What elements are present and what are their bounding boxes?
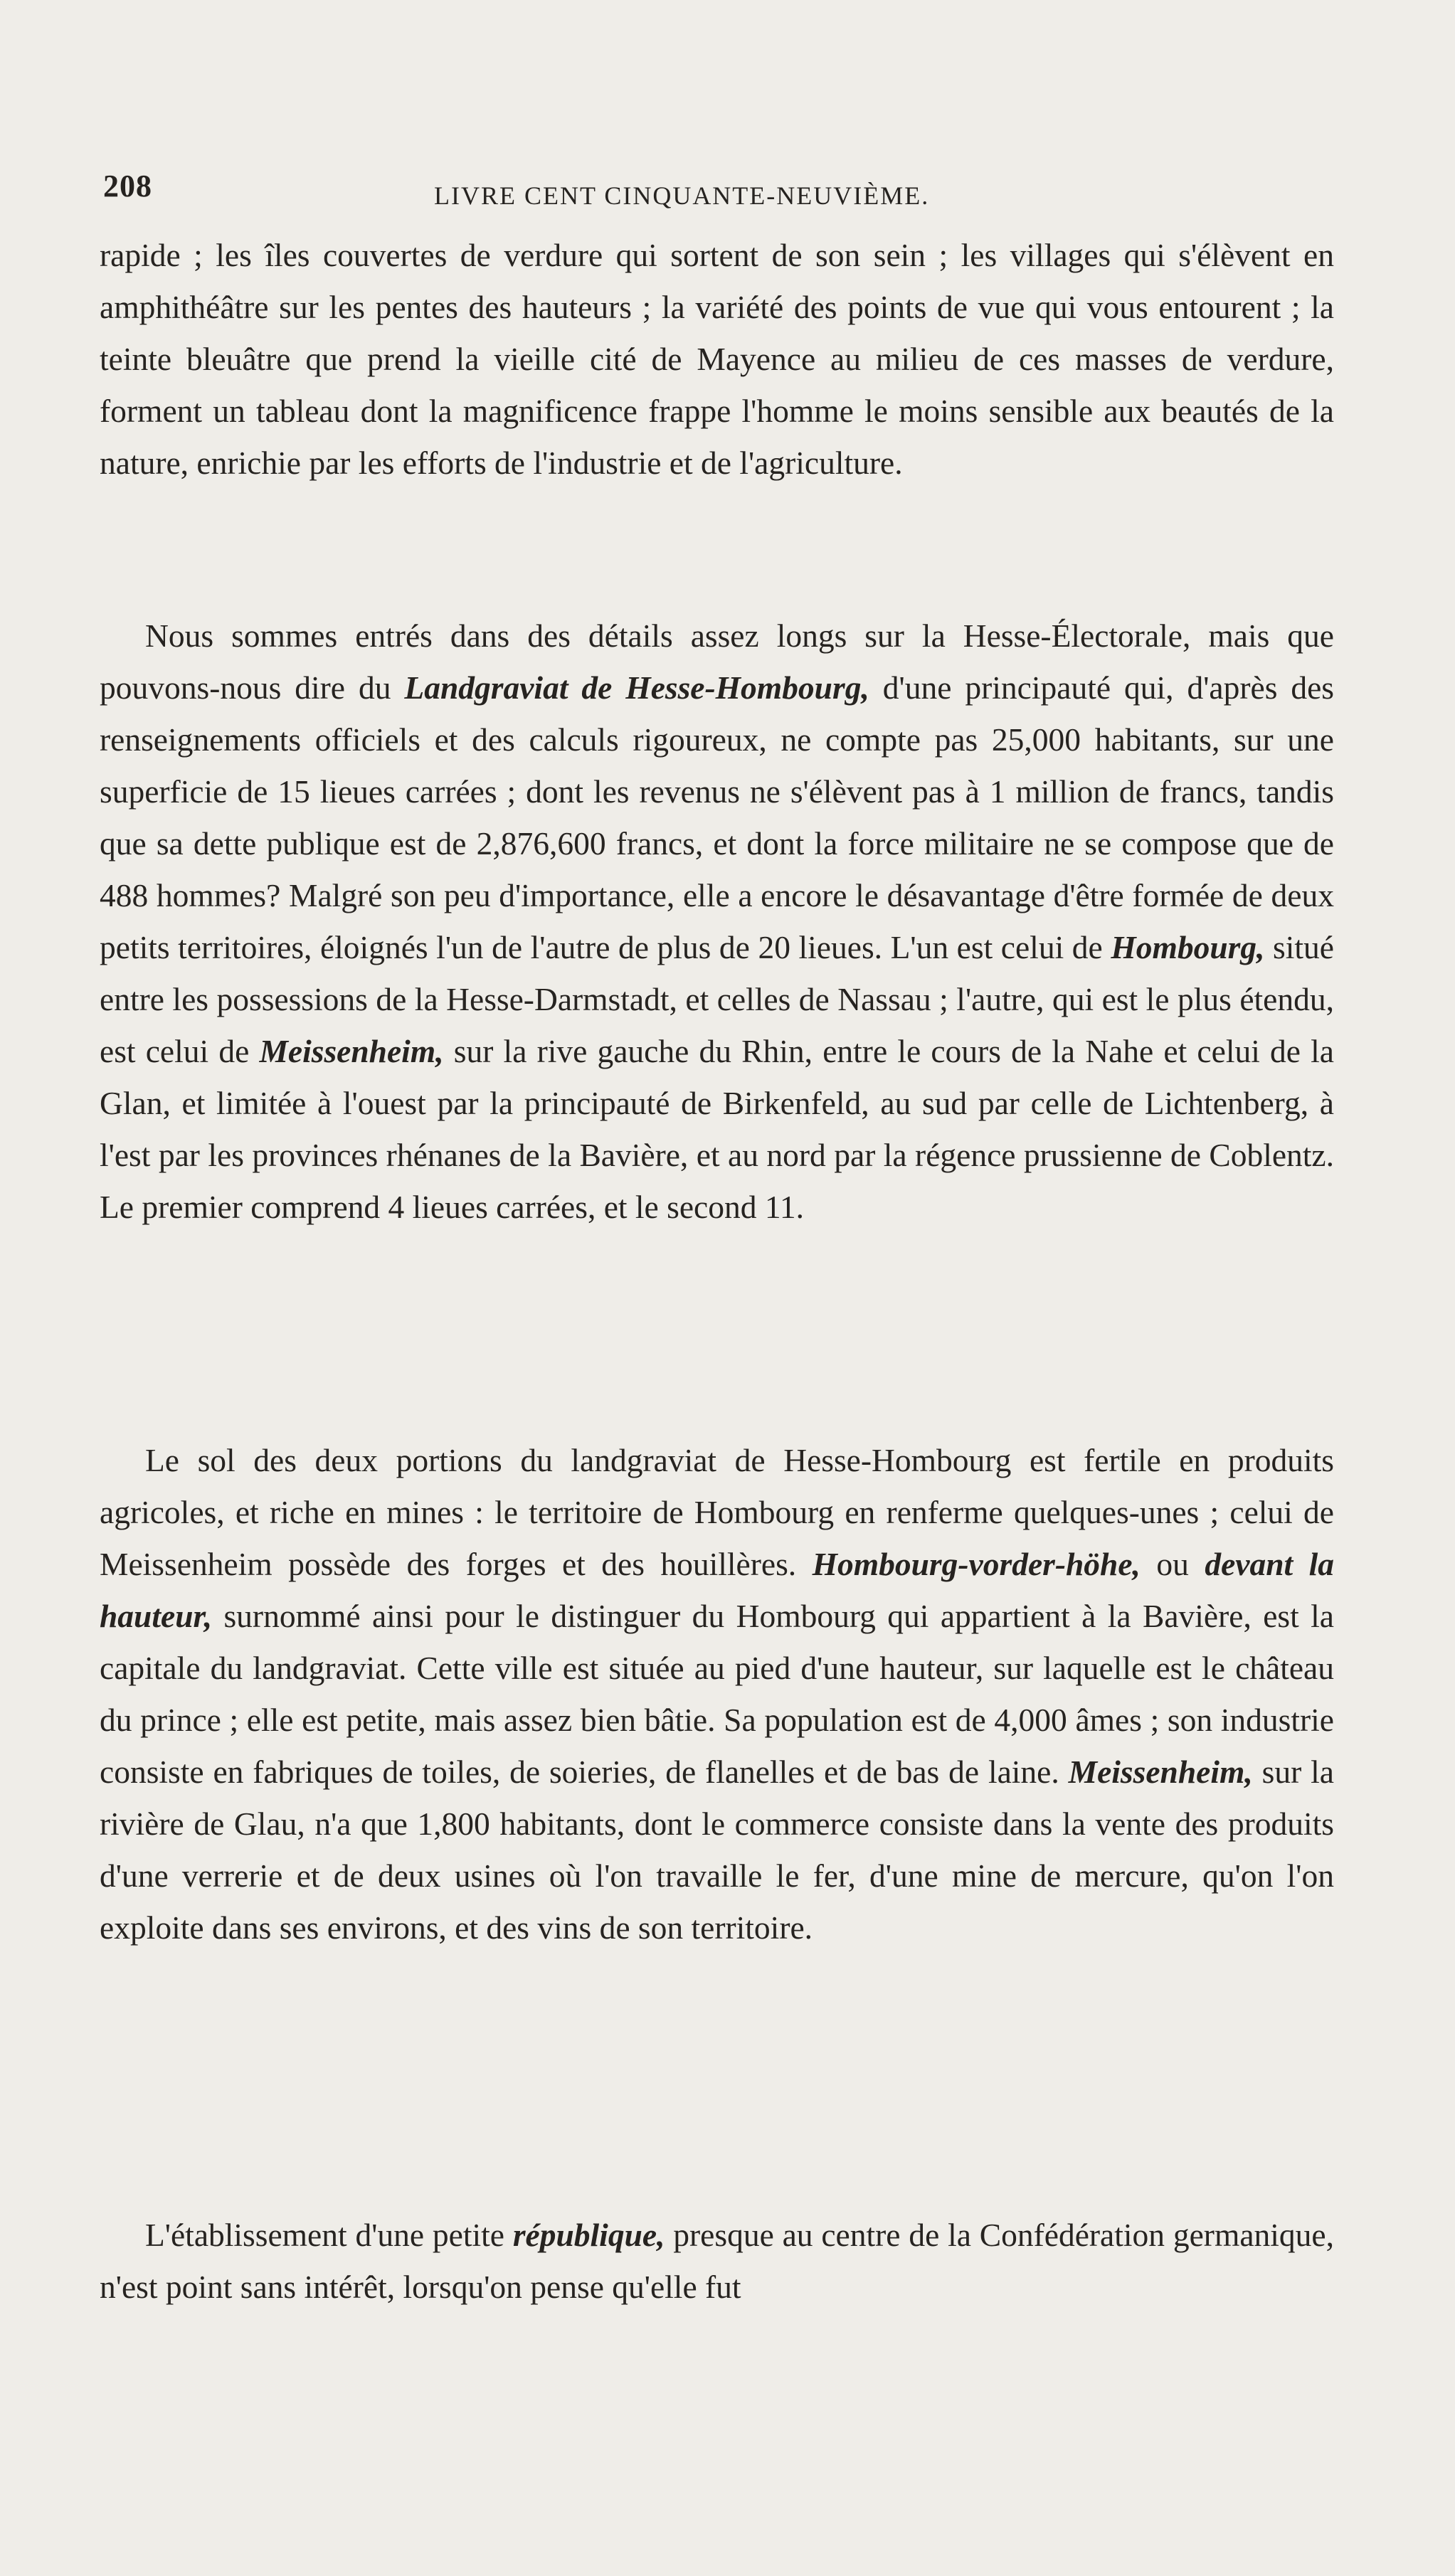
paragraph-3-text-a: Le sol des deux portions du landgraviat de Hesse-Hombourg est fertile en produits agricoles, et riche en mines : le territoire de Hombourg en renferme quelques-unes ; celui de Meissenheim possède des forges et des houillères.	[100, 1442, 1334, 1582]
paragraph-4-text-b: presque au centre de la Confédération germanique, n'est point sans intérêt, lorsqu'on pense qu'elle fut	[100, 2217, 1334, 2305]
republique-term: république,	[512, 2217, 665, 2253]
page-header	[103, 168, 1330, 211]
landgraviat-term: Landgraviat de Hesse-Hombourg,	[404, 669, 869, 706]
meissenheim-term-2: Meissenheim,	[1068, 1754, 1253, 1790]
paragraph-3-text-d: sur la rivière de Glau, n'a que 1,800 habitants, dont le commerce consiste dans la vente des produits d'une verrerie et de deux usines où l'on travaille le fer, d'une mine de mercure, qu'on l'on exploite dans ses environs, et des vins de son territoire.	[100, 1754, 1334, 1946]
paragraph-3	[100, 1434, 1334, 1954]
paragraph-3-text-c: surnommé ainsi pour le distinguer du Hombourg qui appartient à la Bavière, est la capitale du landgraviat. Cette ville est située au pied d'une hauteur, sur laquelle est le château du prince ; elle est petite, mais assez bien bâtie. Sa population est de 4,000 âmes ; son industrie consiste en fabriques de toiles, de soieries, de flanelles et de bas de laine.	[100, 1598, 1334, 1790]
devant-la-hauteur-term: devant la hauteur,	[100, 1546, 1334, 1634]
paragraph-2-text-c: situé entre les possessions de la Hesse-Darmstadt, et celles de Nassau ; l'autre, qui est le plus étendu, est celui de	[100, 929, 1334, 1069]
paragraph-2	[100, 610, 1334, 1233]
paragraph-4-text-a: L'établissement d'une petite	[145, 2217, 513, 2253]
paragraph-2-text-b: d'une principauté qui, d'après des renseignements officiels et des calculs rigoureux, ne compte pas 25,000 habitants, sur une superficie de 15 lieues carrées ; dont les revenus ne s'élèvent pas à 1 million de francs, tandis que sa dette publique est de 2,876,600 francs, et dont la force militaire ne se compose que de 488 hommes? Malgré son peu d'importance, elle a encore le désavantage d'être formée de deux petits territoires, éloignés l'un de l'autre de plus de 20 lieues. L'un est celui de	[100, 669, 1335, 965]
paragraph-2-text-d: sur la rive gauche du Rhin, entre le cours de la Nahe et celui de la Glan, et limitée à l'ouest par la principauté de Birkenfeld, au sud par celle de Lichtenberg, à l'est par les provinces rhénanes de la Bavière, et au nord par la régence prussienne de Coblentz. Le premier comprend 4 lieues carrées, et le second 11.	[100, 1033, 1334, 1225]
paragraph-2-text-a: Nous sommes entrés dans des détails assez longs sur la Hesse-Électorale, mais que pouvons-nous dire du	[100, 618, 1334, 706]
paragraph-1-block	[100, 229, 1334, 489]
paragraph-4-block	[100, 2209, 1334, 2313]
hombourg-vorder-hohe-term: Hombourg-vorder-höhe,	[812, 1546, 1141, 1582]
running-title: LIVRE CENT CINQUANTE-NEUVIÈME.	[434, 181, 930, 210]
page-number: 208	[103, 169, 152, 203]
paragraph-3-block	[100, 1434, 1334, 1954]
meissenheim-term: Meissenheim,	[259, 1033, 444, 1069]
paragraph-2-block	[100, 610, 1334, 1233]
paragraph-3-text-b: ou	[1140, 1546, 1205, 1582]
paragraph-4	[100, 2209, 1334, 2313]
paragraph-1: rapide ; les îles couvertes de verdure qui sortent de son sein ; les villages qui s'élèvent en amphithéâtre sur les pentes des hauteurs ; la variété des points de vue qui vous entourent ; la teinte bleuâtre que prend la vieille cité de Mayence au milieu de ces masses de verdure, forment un tableau dont la magnificence frappe l'homme le moins sensible aux beautés de la nature, enrichie par les efforts de l'industrie et de l'agriculture.	[100, 237, 1334, 481]
hombourg-term: Hombourg,	[1111, 929, 1265, 965]
